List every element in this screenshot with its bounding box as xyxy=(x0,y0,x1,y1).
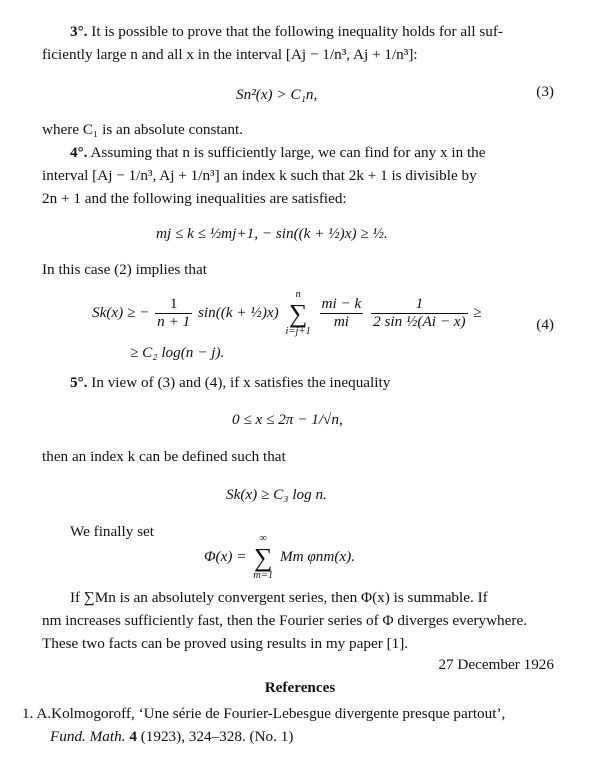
equation-4-line1 xyxy=(92,290,482,337)
para3-text1: It is possible to prove that the following inequality holds for all suf- xyxy=(91,23,503,40)
para5-line1 xyxy=(70,371,584,394)
eq4-frac1-num: 1 xyxy=(155,296,192,314)
eq4-frac3 xyxy=(371,296,468,330)
sum-sign-icon: ∑ xyxy=(288,298,308,328)
eq4-sum-top: n xyxy=(295,289,301,300)
k-inequalities: mj ≤ k ≤ ½mj+1, − sin((k + ½)x) ≥ ½. xyxy=(156,225,388,242)
para5-text1: In view of (3) and (4), if x satisfies the inequality xyxy=(91,374,391,391)
phi-sum-bot: m=1 xyxy=(253,569,274,581)
phi-rhs: Mm φnm(x). xyxy=(279,547,356,565)
eq4-lhs: Sk(x) ≥ − xyxy=(92,303,150,321)
sum-sign-icon: ∑ xyxy=(253,542,273,572)
para4-line2: interval [Aj − 1/n³, Aj + 1/n³] an index k such that 2k + 1 is divisible by xyxy=(42,167,477,184)
eq4-frac3-den: 2 sin ½(Ai − x) xyxy=(373,313,466,330)
eq4-frac3-num: 1 xyxy=(371,296,468,314)
reference-1-journal: Fund. Math. xyxy=(50,728,126,745)
reference-1-num: 1. xyxy=(22,705,34,722)
para4-label: 4°. xyxy=(70,144,88,161)
phi-sum xyxy=(253,534,273,581)
equation-4-line2: ≥ C₂ log(n − j). xyxy=(130,344,225,361)
para4-line1 xyxy=(70,141,584,164)
para3-tail: where C₁ is an absolute constant. xyxy=(42,121,243,138)
reference-1-volume: 4 xyxy=(129,728,137,745)
eq4-sum xyxy=(285,290,310,337)
final-line3: These two facts can be proved using results in my paper [1]. xyxy=(42,635,409,652)
para4-text1: Assuming that n is sufficiently large, we can find for any x in the xyxy=(90,144,486,161)
equation-3: Sn²(x) > C₁n, xyxy=(236,86,318,103)
para3-line1 xyxy=(70,20,584,43)
final-line2: nm increases sufficiently fast, then the Fourier series of Φ diverges everywhere. xyxy=(42,612,527,629)
eq4-mid: sin((k + ½)x) xyxy=(198,303,279,321)
eq4-frac1-den: n + 1 xyxy=(157,313,191,330)
equation-4-tag: (4) xyxy=(536,316,554,333)
eq4-rhs: ≥ xyxy=(473,303,482,321)
x-inequality: 0 ≤ x ≤ 2π − 1/√n, xyxy=(232,411,343,428)
para3-label: 3°. xyxy=(70,23,88,40)
case-line: In this case (2) implies that xyxy=(42,261,207,278)
eq4-frac2 xyxy=(320,296,364,330)
para4-line3: 2n + 1 and the following inequalities are satisfied: xyxy=(42,190,347,207)
index-line: then an index k can be defined such that xyxy=(42,448,286,465)
reference-1-rest: (1923), 324–328. (No. 1) xyxy=(136,728,294,745)
phi-equation xyxy=(204,534,355,581)
eq4-sum-bot: i=j+1 xyxy=(285,325,311,337)
eq4-frac2-num: mi − k xyxy=(321,295,362,313)
eq4-frac1 xyxy=(155,296,192,330)
para5-label: 5°. xyxy=(70,374,88,391)
reference-1-line1: A.Kolmogoroff, ‘Une série de Fourier-Lebesgue divergente presque partout’, xyxy=(36,705,506,722)
reference-1 xyxy=(22,702,505,725)
reference-1-line2 xyxy=(50,725,293,748)
final-line1: If ∑Mn is an absolutely convergent series, then Φ(x) is summable. If xyxy=(70,589,488,606)
date: 27 December 1926 xyxy=(438,656,554,673)
references-title: References xyxy=(264,679,336,696)
equation-3-tag: (3) xyxy=(536,83,554,100)
phi-sum-top: ∞ xyxy=(259,533,267,544)
set-line: We finally set xyxy=(70,523,154,540)
phi-lhs: Φ(x) = xyxy=(204,547,247,565)
para3-line2: ficiently large n and all x in the interval [Aj − 1/n³, Aj + 1/n³]: xyxy=(42,46,418,63)
eq4-frac2-den: mi xyxy=(333,313,350,330)
s-inequality: Sk(x) ≥ C₃ log n. xyxy=(226,486,327,503)
